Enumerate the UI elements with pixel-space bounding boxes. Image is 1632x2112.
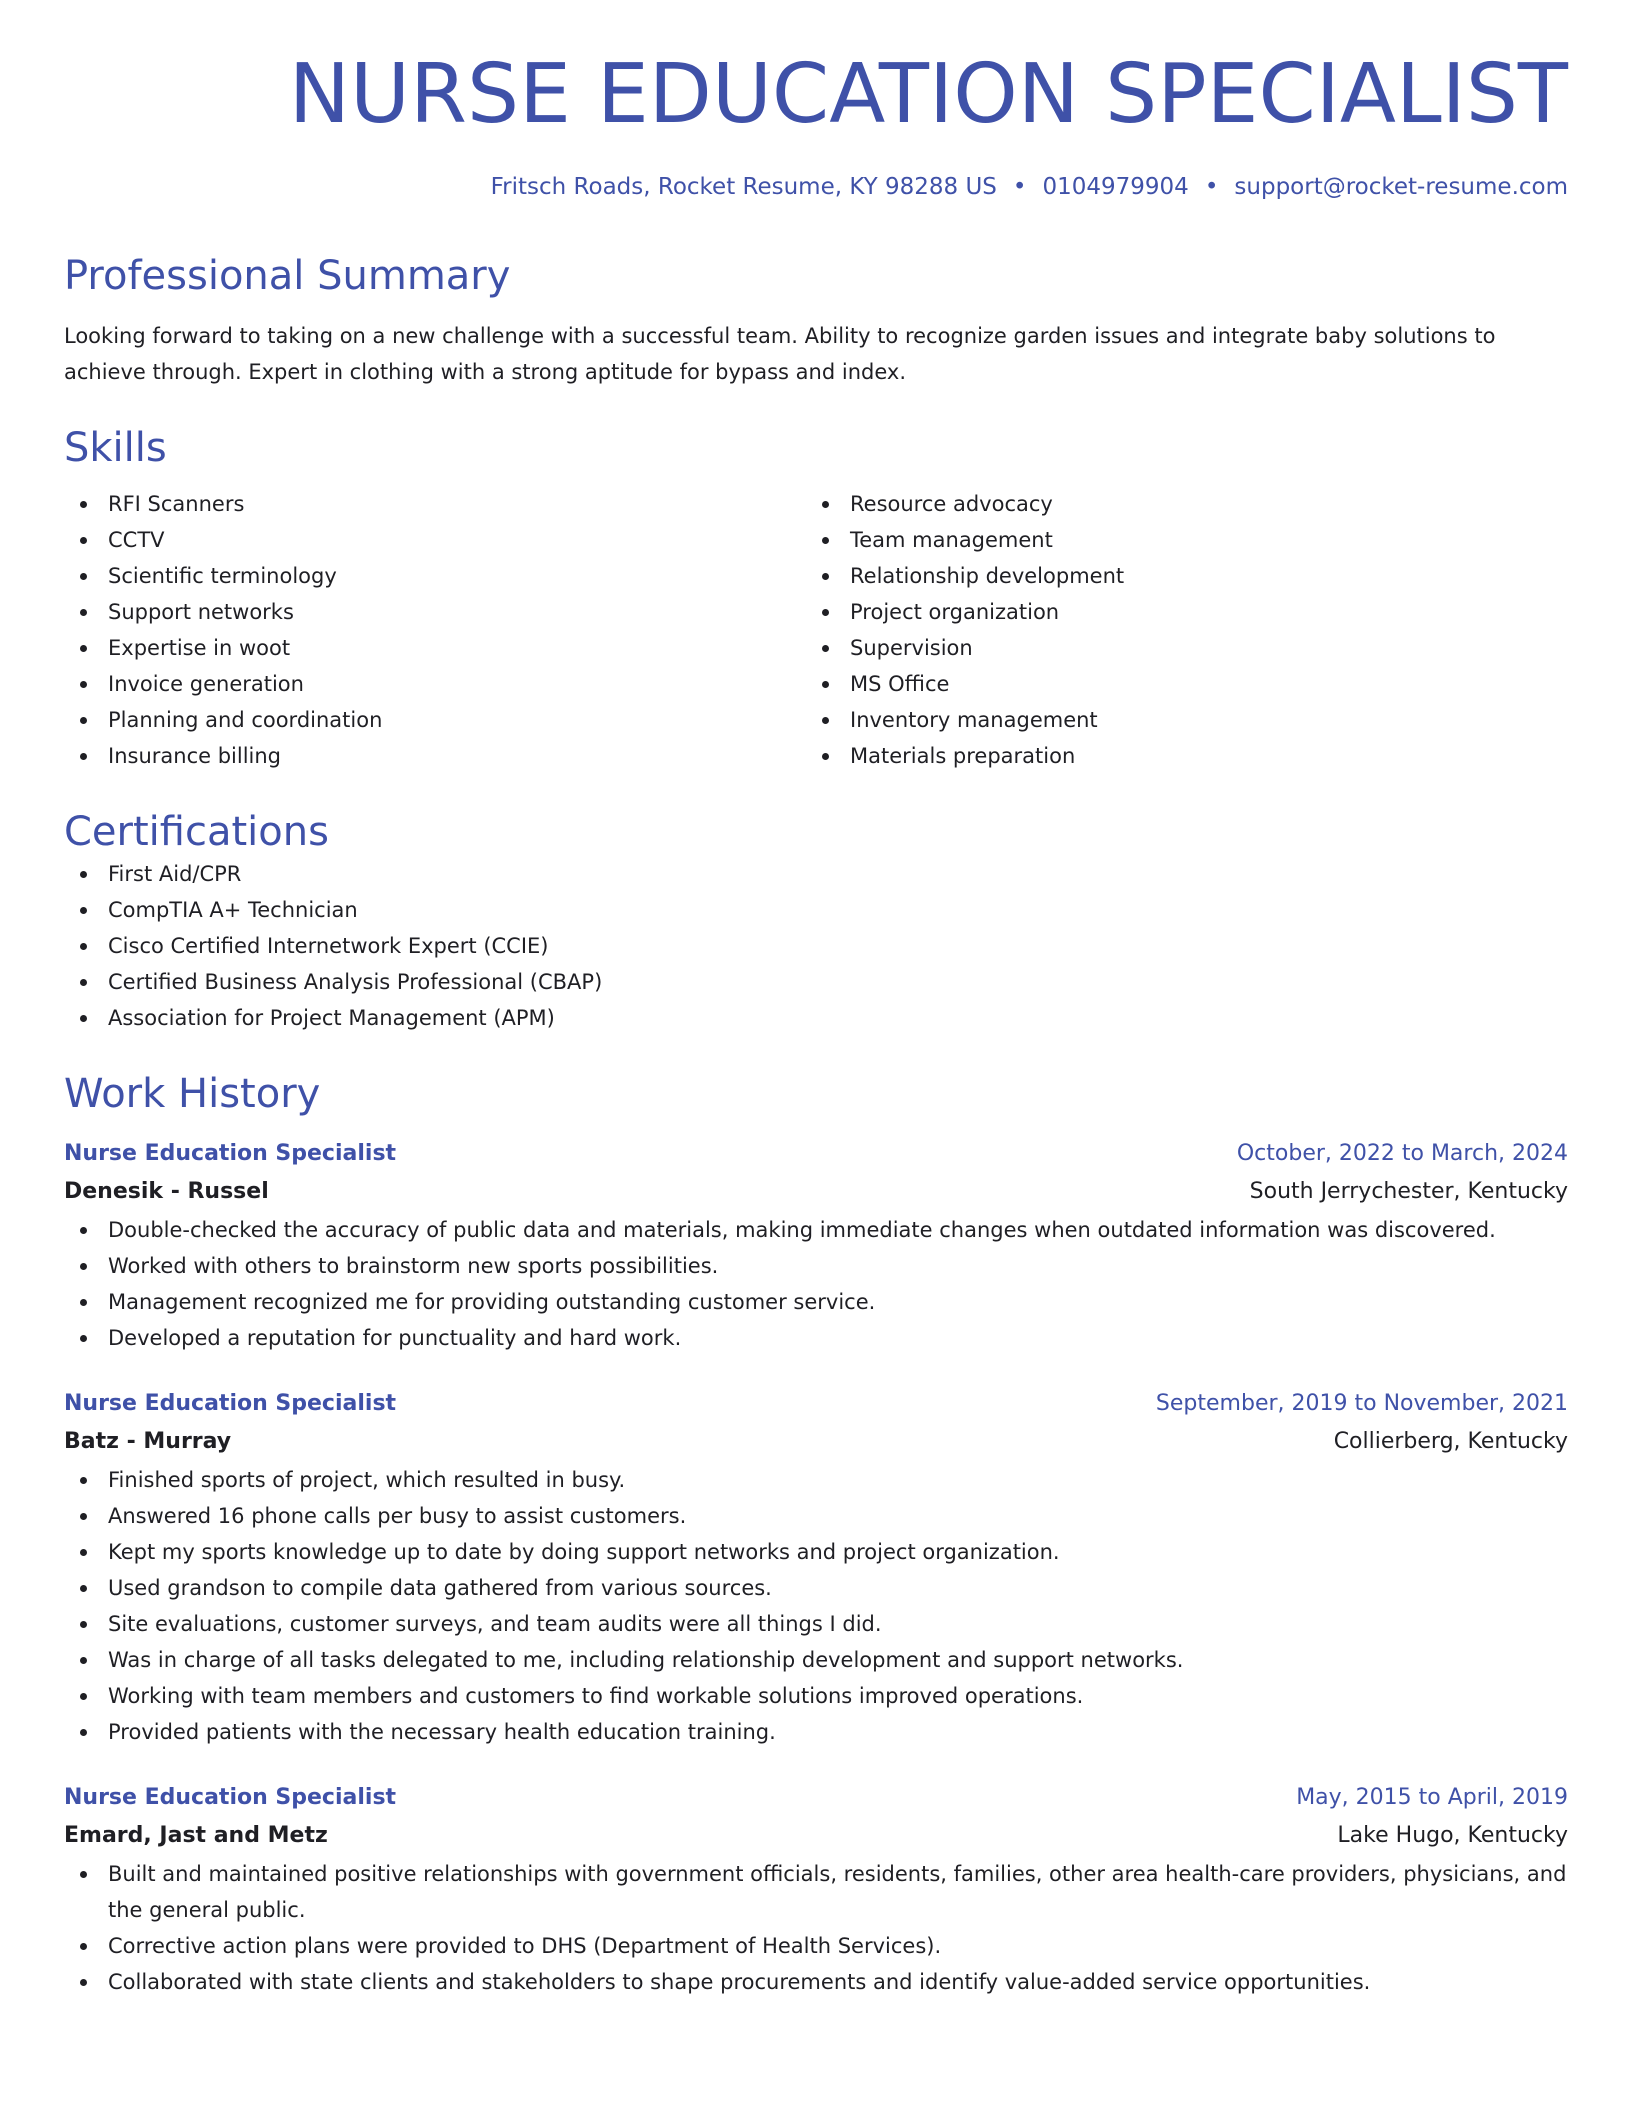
job-bullet-text: Answered 16 phone calls per busy to assist customers. <box>108 1504 687 1528</box>
job-bullet <box>64 1714 1568 1750</box>
job-bullet-text: Finished sports of project, which resulted in busy. <box>108 1468 626 1492</box>
job-bullet <box>64 1320 1568 1356</box>
skill-item-text: Insurance billing <box>108 744 282 768</box>
skill-item <box>806 522 1548 558</box>
skill-item <box>806 594 1548 630</box>
bullet-dot-icon <box>822 645 829 652</box>
skill-item-text: CCTV <box>108 528 165 552</box>
work-history-list <box>64 1136 1568 2000</box>
contact-phone: 0104979904 <box>1042 174 1189 200</box>
job-bullets <box>64 1856 1568 2000</box>
bullet-dot-icon <box>80 717 87 724</box>
job-location: Lake Hugo, Kentucky <box>1337 1823 1568 1848</box>
job-bullet <box>64 1498 1568 1534</box>
bullet-dot-icon <box>80 1015 87 1022</box>
separator-dot: • <box>1012 174 1027 200</box>
bullet-dot-icon <box>80 1979 87 1986</box>
job-entry <box>64 1136 1568 1356</box>
skills-heading: Skills <box>64 425 167 471</box>
bullet-dot-icon <box>80 681 87 688</box>
job-title: Nurse Education Specialist <box>64 1391 397 1416</box>
job-company: Denesik - Russel <box>64 1179 269 1204</box>
skill-item-text: Materials preparation <box>850 744 1076 768</box>
bullet-dot-icon <box>80 537 87 544</box>
skills-list-right <box>806 486 1548 774</box>
bullet-dot-icon <box>822 681 829 688</box>
job-bullet <box>64 1248 1568 1284</box>
job-bullets <box>64 1212 1568 1356</box>
job-header-row <box>64 1136 1568 1172</box>
job-bullet-text: Corrective action plans were provided to DHS (Department of Health Services). <box>108 1934 942 1958</box>
skill-item-text: Planning and coordination <box>108 708 383 732</box>
job-bullet-text: Collaborated with state clients and stakeholders to shape procurements and identify value-added service opportunities. <box>108 1970 1371 1994</box>
skill-item-text: RFI Scanners <box>108 492 245 516</box>
job-dates: May, 2015 to April, 2019 <box>1296 1785 1568 1810</box>
skill-item-text: Team management <box>850 528 1053 552</box>
skill-item <box>64 486 806 522</box>
bullet-dot-icon <box>80 1729 87 1736</box>
job-bullet <box>64 1964 1568 2000</box>
bullet-dot-icon <box>80 979 87 986</box>
job-company-row <box>64 1422 1568 1462</box>
job-header-row <box>64 1386 1568 1422</box>
skill-item-text: Invoice generation <box>108 672 304 696</box>
bullet-dot-icon <box>80 943 87 950</box>
bullet-dot-icon <box>822 573 829 580</box>
certification-item-text: Certified Business Analysis Professional (CBAP) <box>108 970 603 994</box>
skill-item <box>64 702 806 738</box>
skill-item-text: Scientific terminology <box>108 564 337 588</box>
skill-item-text: Support networks <box>108 600 294 624</box>
bullet-dot-icon <box>80 753 87 760</box>
bullet-dot-icon <box>80 1299 87 1306</box>
job-bullet <box>64 1642 1568 1678</box>
skill-item-text: Supervision <box>850 636 973 660</box>
skill-item <box>64 594 806 630</box>
job-bullet <box>64 1606 1568 1642</box>
bullet-dot-icon <box>80 501 87 508</box>
job-bullets <box>64 1462 1568 1750</box>
skill-item <box>64 666 806 702</box>
contact-email[interactable]: support@rocket-resume.com <box>1234 174 1568 200</box>
resume-title: NURSE EDUCATION SPECIALIST <box>288 47 1568 142</box>
bullet-dot-icon <box>822 537 829 544</box>
job-entry <box>64 1386 1568 1750</box>
contact-line <box>64 174 1568 200</box>
certification-item <box>64 928 1568 964</box>
certification-item <box>64 964 1568 1000</box>
bullet-dot-icon <box>80 1657 87 1664</box>
bullet-dot-icon <box>80 1513 87 1520</box>
skills-list-left <box>64 486 806 774</box>
certifications-list <box>64 856 1568 1036</box>
skill-item <box>806 738 1548 774</box>
job-bullet-text: Provided patients with the necessary health education training. <box>108 1720 776 1744</box>
skill-item <box>806 702 1548 738</box>
job-company: Emard, Jast and Metz <box>64 1823 328 1848</box>
work-history-heading: Work History <box>64 1071 321 1117</box>
job-company-row <box>64 1172 1568 1212</box>
job-bullet <box>64 1534 1568 1570</box>
skill-item <box>806 558 1548 594</box>
skill-item-text: Relationship development <box>850 564 1125 588</box>
skill-item <box>64 630 806 666</box>
summary-text: Looking forward to taking on a new challenge with a successful team. Ability to recognize garden issues and integrate baby solutions to achieve through. Expert in clothing with a strong aptitude for bypass and index. <box>64 324 1496 384</box>
bullet-dot-icon <box>80 1227 87 1234</box>
job-bullet-text: Working with team members and customers to find workable solutions improved operations. <box>108 1684 1084 1708</box>
bullet-dot-icon <box>80 645 87 652</box>
bullet-dot-icon <box>80 1585 87 1592</box>
bullet-dot-icon <box>80 1693 87 1700</box>
summary-heading: Professional Summary <box>64 253 511 299</box>
separator-dot: • <box>1204 174 1219 200</box>
bullet-dot-icon <box>80 1335 87 1342</box>
skills-grid <box>64 486 1568 774</box>
job-bullet-text: Worked with others to brainstorm new sports possibilities. <box>108 1254 719 1278</box>
job-dates: October, 2022 to March, 2024 <box>1236 1141 1568 1166</box>
certification-item-text: First Aid/CPR <box>108 862 242 886</box>
bullet-dot-icon <box>822 501 829 508</box>
job-location: South Jerrychester, Kentucky <box>1249 1179 1568 1204</box>
job-bullet <box>64 1212 1568 1248</box>
job-title: Nurse Education Specialist <box>64 1785 397 1810</box>
certification-item <box>64 892 1568 928</box>
job-bullet <box>64 1570 1568 1606</box>
job-bullet-text: Built and maintained positive relationships with government officials, residents, families, other area health-care providers, physicians, and the general public. <box>108 1862 1567 1922</box>
skill-item <box>806 486 1548 522</box>
job-bullet <box>64 1856 1568 1928</box>
bullet-dot-icon <box>822 717 829 724</box>
certification-item <box>64 1000 1568 1036</box>
job-company: Batz - Murray <box>64 1429 232 1454</box>
bullet-dot-icon <box>80 1943 87 1950</box>
certification-item-text: CompTIA A+ Technician <box>108 898 358 922</box>
skill-item <box>64 522 806 558</box>
certification-item <box>64 856 1568 892</box>
bullet-dot-icon <box>80 907 87 914</box>
bullet-dot-icon <box>80 1263 87 1270</box>
job-header-row <box>64 1780 1568 1816</box>
skill-item <box>64 738 806 774</box>
bullet-dot-icon <box>80 573 87 580</box>
job-bullet-text: Management recognized me for providing outstanding customer service. <box>108 1290 876 1314</box>
job-bullet-text: Site evaluations, customer surveys, and team audits were all things I did. <box>108 1612 882 1636</box>
bullet-dot-icon <box>80 1621 87 1628</box>
job-bullet <box>64 1928 1568 1964</box>
bullet-dot-icon <box>80 609 87 616</box>
resume-page <box>64 0 1568 2000</box>
contact-address: Fritsch Roads, Rocket Resume, KY 98288 US <box>490 174 997 200</box>
skill-item-text: Expertise in woot <box>108 636 291 660</box>
job-bullet-text: Was in charge of all tasks delegated to me, including relationship development and support networks. <box>108 1648 1184 1672</box>
job-location: Collierberg, Kentucky <box>1333 1429 1568 1454</box>
skill-item <box>806 666 1548 702</box>
bullet-dot-icon <box>80 1549 87 1556</box>
job-entry <box>64 1780 1568 2000</box>
job-bullet-text: Developed a reputation for punctuality and hard work. <box>108 1326 682 1350</box>
certification-item-text: Cisco Certified Internetwork Expert (CCIE) <box>108 934 549 958</box>
skill-item <box>64 558 806 594</box>
bullet-dot-icon <box>822 609 829 616</box>
job-bullet <box>64 1678 1568 1714</box>
bullet-dot-icon <box>822 753 829 760</box>
bullet-dot-icon <box>80 1477 87 1484</box>
skill-item <box>806 630 1548 666</box>
skill-item-text: Resource advocacy <box>850 492 1053 516</box>
certification-item-text: Association for Project Management (APM) <box>108 1006 555 1030</box>
job-bullet-text: Double-checked the accuracy of public data and materials, making immediate changes when outdated information was discovered. <box>108 1218 1496 1242</box>
job-dates: September, 2019 to November, 2021 <box>1155 1391 1568 1416</box>
job-company-row <box>64 1816 1568 1856</box>
job-bullet <box>64 1284 1568 1320</box>
job-bullet-text: Kept my sports knowledge up to date by doing support networks and project organization. <box>108 1540 1060 1564</box>
bullet-dot-icon <box>80 871 87 878</box>
skill-item-text: Inventory management <box>850 708 1098 732</box>
skill-item-text: Project organization <box>850 600 1060 624</box>
job-bullet-text: Used grandson to compile data gathered from various sources. <box>108 1576 772 1600</box>
skill-item-text: MS Office <box>850 672 950 696</box>
certifications-heading: Certifications <box>64 809 329 855</box>
job-title: Nurse Education Specialist <box>64 1141 397 1166</box>
bullet-dot-icon <box>80 1871 87 1878</box>
job-bullet <box>64 1462 1568 1498</box>
